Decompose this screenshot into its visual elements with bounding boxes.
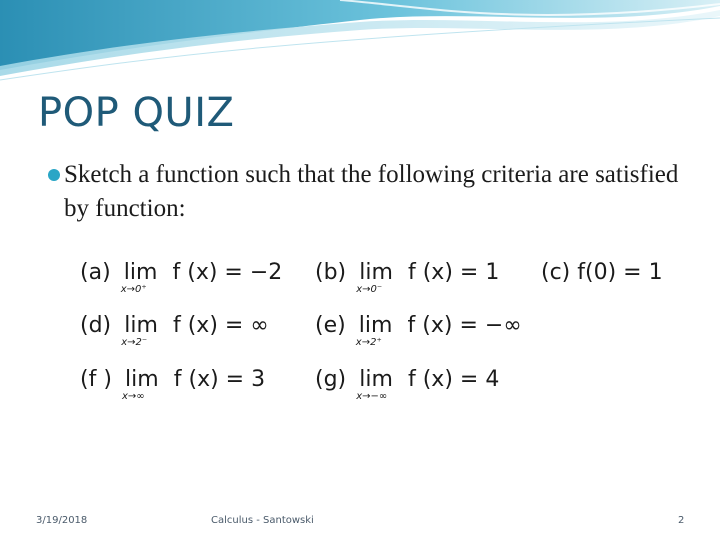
formula-c: (c) f(0) = 1 [541, 260, 663, 285]
formula-d-subscript: x→2⁻ [121, 337, 148, 348]
slide-title: POP QUIZ [38, 90, 235, 136]
header-wave-banner [0, 0, 720, 90]
formula-f: (f ) lim x→∞ f (x) = 3 [80, 367, 266, 402]
formula-e-subscript: x→2⁺ [355, 337, 382, 348]
formula-g: (g) lim x→−∞ f (x) = 4 [315, 367, 500, 402]
footer-page-number: 2 [678, 515, 685, 526]
formula-e: (e) lim x→2⁺ f (x) = −∞ [315, 313, 522, 348]
formula-b: (b) lim x→0⁻ f (x) = 1 [315, 260, 500, 295]
formula-f-subscript: x→∞ [122, 391, 145, 402]
formula-a-subscript: x→0⁺ [120, 284, 147, 295]
footer-date: 3/19/2018 [36, 515, 88, 526]
bullet-text: Sketch a function such that the following criteria are satisfied by function: [64, 161, 679, 222]
bullet-icon [48, 169, 60, 181]
formula-a: (a) lim x→0⁺ f (x) = −2 [80, 260, 283, 295]
formula-g-subscript: x→−∞ [356, 391, 388, 402]
formula-d: (d) lim x→2⁻ f (x) = ∞ [80, 313, 269, 348]
formula-b-subscript: x→0⁻ [356, 284, 383, 295]
footer-center-text: Calculus - Santowski [211, 515, 314, 526]
